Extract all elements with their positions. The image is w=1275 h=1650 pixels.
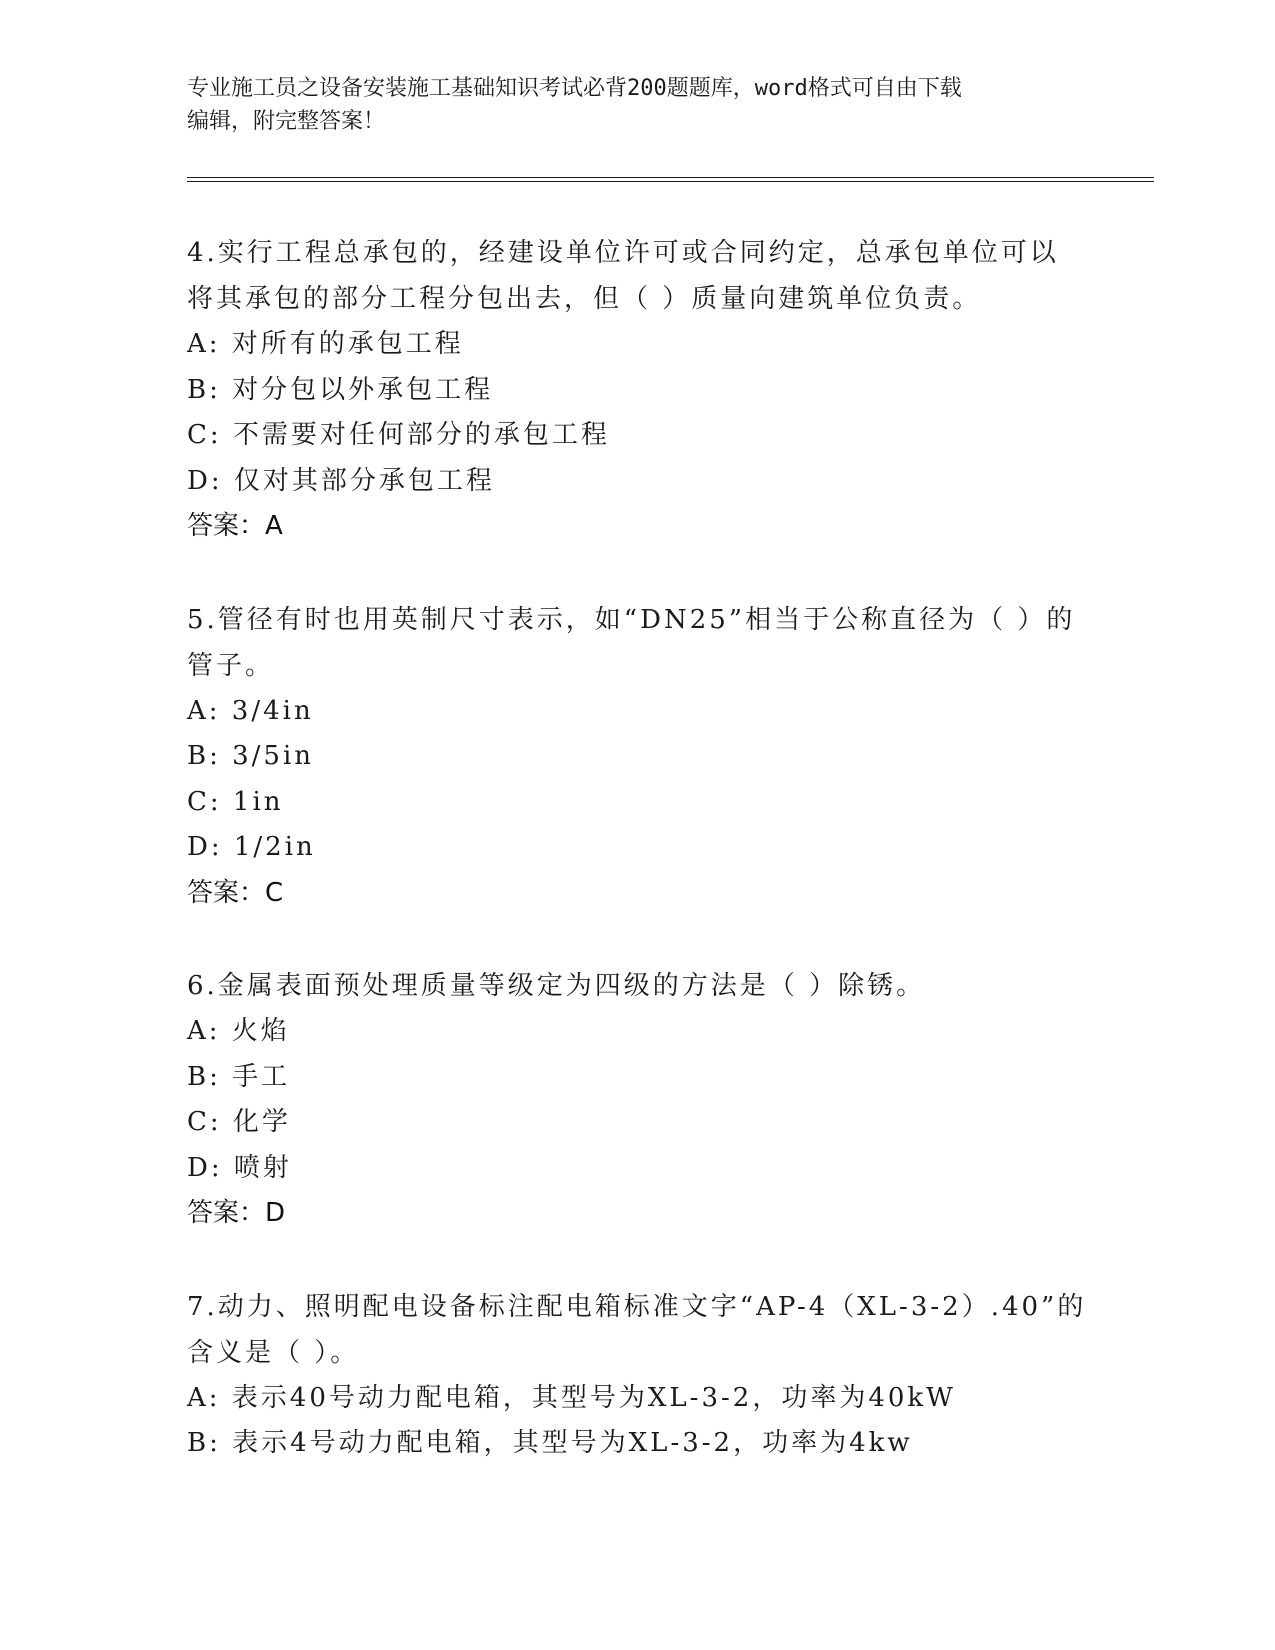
- option-d: D: 仅对其部分承包工程: [187, 465, 495, 496]
- option-d: D: 喷射: [187, 1152, 292, 1183]
- question-7: [187, 1284, 1107, 1467]
- answer-label: 答案：D: [187, 1198, 286, 1228]
- question-6: [187, 963, 1107, 1237]
- option-b: B: 表示4号动力配电箱，其型号为XL-3-2，功率为4kw: [187, 1428, 913, 1458]
- option-a: A: 对所有的承包工程: [187, 329, 464, 359]
- question-stem-line: 将其承包的部分工程分包出去，但（ ）质量向建筑单位负责。: [187, 284, 982, 314]
- option-b: B: 3/5in: [187, 741, 315, 771]
- header-divider-bottom: [187, 181, 1154, 182]
- document-header: [187, 72, 1087, 138]
- answer-label: 答案：C: [187, 877, 284, 908]
- question-stem-line: 4.实行工程总承包的，经建设单位许可或合同约定，总承包单位可以: [187, 238, 1059, 268]
- option-c: C: 不需要对任何部分的承包工程: [187, 420, 610, 450]
- option-b: B: 对分包以外承包工程: [187, 374, 494, 405]
- option-c: C: 化学: [187, 1107, 291, 1137]
- question-4: [187, 230, 1107, 550]
- question-stem-line: 管子。: [187, 650, 275, 681]
- option-a: A: 火焰: [187, 1016, 290, 1046]
- option-a: A: 表示40号动力配电箱，其型号为XL-3-2，功率为40kW: [187, 1382, 956, 1413]
- option-a: A: 3/4in: [187, 695, 314, 726]
- question-stem-line: 5.管径有时也用英制尺寸表示，如“DN25”相当于公称直径为（ ）的: [187, 604, 1076, 635]
- question-list: [187, 230, 1107, 1514]
- option-b: B: 手工: [187, 1061, 291, 1092]
- question-stem-line: 含义是（ ）。: [187, 1337, 360, 1368]
- header-line-2: 编辑，附完整答案！: [187, 109, 386, 134]
- answer-label: 答案：A: [187, 511, 283, 541]
- option-d: D: 1/2in: [187, 832, 316, 862]
- option-c: C: 1in: [187, 786, 284, 817]
- question-stem-line: 6.金属表面预处理质量等级定为四级的方法是（ ）除锈。: [187, 971, 926, 1001]
- header-divider-top: [187, 177, 1154, 178]
- question-stem-line: 7.动力、照明配电设备标注配电箱标准文字“AP-4（XL-3-2）.40”的: [187, 1291, 1087, 1322]
- header-line-1: 专业施工员之设备安装施工基础知识考试必背200题题库，word格式可自由下载: [187, 76, 962, 101]
- question-5: [187, 597, 1107, 917]
